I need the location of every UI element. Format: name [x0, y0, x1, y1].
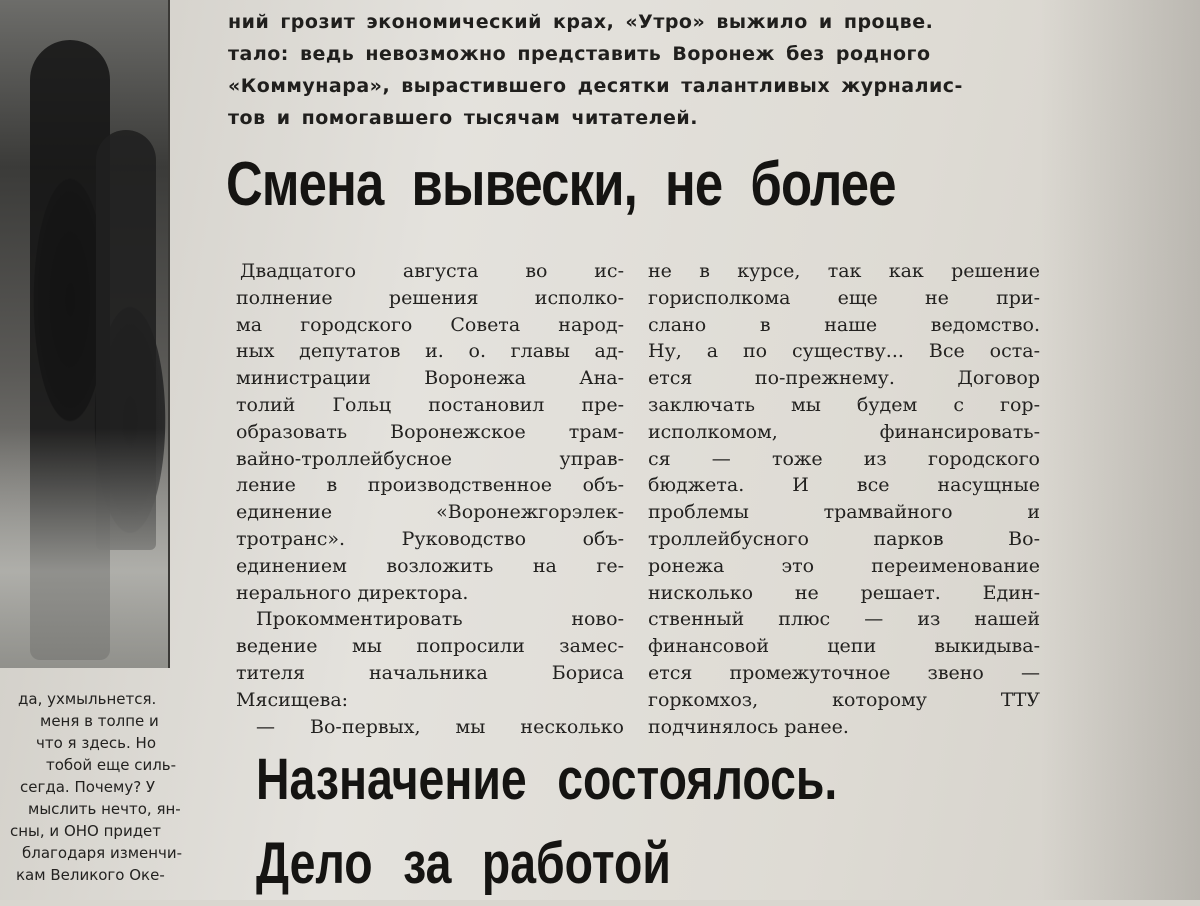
text-line: единение «Воронежгорэлек- — [236, 501, 624, 524]
article-column-1 — [236, 258, 624, 740]
text-line: нерального директора. — [236, 581, 469, 604]
text-line: ся — тоже из городского — [648, 447, 1040, 470]
text-line: нисколько не решает. Един- — [648, 581, 1040, 604]
second-headline-line-1: Назначение состоялось. — [256, 747, 838, 812]
text-line: бюджета. И все насущные — [648, 474, 1040, 497]
text-line: тителя начальника Бориса — [236, 661, 624, 684]
text-line: министрации Воронежа Ана- — [236, 367, 624, 390]
text-line: горисполкома еще не при- — [648, 286, 1040, 309]
second-headline — [256, 738, 837, 906]
text-line: Мясищева: — [236, 688, 349, 711]
text-line: ется по-прежнему. Договор — [648, 367, 1040, 390]
text-line: тобой еще силь- — [46, 756, 177, 774]
text-line: не в курсе, так как решение — [648, 260, 1040, 282]
text-line: что я здесь. Но — [36, 734, 156, 752]
text-line: Двадцатого августа во ис- — [240, 260, 624, 282]
text-line: кам Великого Оке- — [16, 866, 165, 884]
text-line: полнение решения исполко- — [236, 286, 624, 309]
text-line: заключать мы будем с гор- — [648, 393, 1040, 416]
text-line: финансовой цепи выкидыва- — [648, 635, 1040, 658]
text-line: благодаря изменчи- — [22, 844, 183, 862]
side-column-fragment — [0, 688, 214, 886]
intro-line: ний грозит экономический крах, «Утро» выжило и процве. — [228, 11, 934, 33]
photo-ground — [0, 428, 168, 668]
text-line: ронежа это переименование — [648, 554, 1040, 577]
article-column-2 — [648, 258, 1040, 740]
text-line: меня в толпе и — [40, 712, 159, 730]
intro-paragraph — [228, 6, 1058, 134]
article-headline: Смена вывески, не более — [226, 150, 896, 219]
text-line: ление в производственное объ- — [236, 474, 624, 497]
newspaper-photo — [0, 0, 170, 668]
intro-line: тов и помогавшего тысячам читателей. — [228, 107, 698, 129]
text-line: да, ухмыльнется. — [18, 690, 157, 708]
text-line: толий Гольц постановил пре- — [236, 393, 624, 416]
text-line: исполкомом, финансировать- — [648, 420, 1040, 443]
text-line: троллейбусного парков Во- — [648, 527, 1040, 550]
text-line: единением возложить на ге- — [236, 554, 624, 577]
text-line: мыслить нечто, ян- — [28, 800, 181, 818]
text-line: ма городского Совета народ- — [236, 313, 624, 336]
text-line: ведение мы попросили замес- — [236, 635, 624, 658]
second-headline-line-2: Дело за работой — [256, 831, 671, 896]
intro-line: «Коммунара», вырастившего десятки талантливых журналис- — [228, 75, 963, 97]
text-line: сегда. Почему? У — [20, 778, 156, 796]
text-line: горкомхоз, которому ТТУ — [648, 688, 1040, 711]
text-line: сны, и ОНО придет — [10, 822, 162, 840]
text-line: проблемы трамвайного и — [648, 501, 1040, 524]
text-line: — Во-первых, мы несколько — [256, 715, 624, 738]
text-line: Прокомментировать ново- — [256, 608, 624, 631]
text-line: вайно-троллейбусное управ- — [236, 447, 624, 470]
text-line: ных депутатов и. о. главы ад- — [236, 340, 624, 363]
text-line: ется промежуточное звено — — [648, 661, 1040, 684]
page-shadow — [1040, 0, 1200, 900]
intro-line: тало: ведь невозможно представить Воронеж без родного — [228, 43, 931, 65]
text-line: Ну, а по существу... Все оста- — [648, 340, 1040, 363]
text-line: образовать Воронежское трам- — [236, 420, 624, 443]
text-line: слано в наше ведомство. — [648, 313, 1040, 336]
text-line: тротранс». Руководство объ- — [236, 527, 624, 550]
text-line: ственный плюс — из нашей — [648, 608, 1040, 631]
text-line: подчинялось ранее. — [648, 715, 849, 738]
